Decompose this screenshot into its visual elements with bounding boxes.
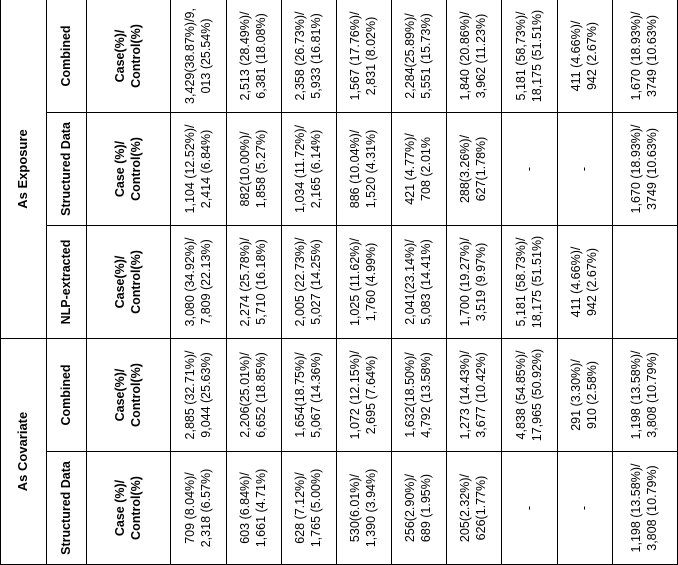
cell-exp-nlp xyxy=(613,225,678,338)
cell-exp-combined: 2,358 (26.73%)/ 5,933 (16.81%) xyxy=(282,0,337,112)
table-row xyxy=(171,0,227,565)
cell-cov-combined: 1,273 (14.43%)/ 3,677 (10.42%) xyxy=(447,338,502,451)
cell-cov-structured: 603 (6.84%)/ 1,661 (4.71%) xyxy=(227,452,282,565)
cell-cov-combined: 1,198 (13.58%)/ 3,808 (10.79%) xyxy=(613,338,678,451)
cell-cov-structured: 205(2.32%)/ 626(1.77%) xyxy=(447,452,502,565)
group-exposure: As Exposure xyxy=(1,0,47,338)
table-row xyxy=(282,0,337,565)
table-row xyxy=(392,0,447,565)
subheader-cov-structured: Case (%)/ Control(%) xyxy=(87,452,171,565)
header-exp-combined: Combined xyxy=(47,0,87,112)
cell-exp-structured: 288(3.26%)/ 627(1.78%) xyxy=(447,112,502,225)
group-header-row xyxy=(1,0,47,565)
cell-cov-combined: 1,632(18.50%)/ 4,792 (13.58%) xyxy=(392,338,447,451)
cell-exp-combined: 5,181 (58,73%)/ 18,175 (51.51%) xyxy=(502,0,558,112)
table-row xyxy=(337,0,392,565)
subheader-exp-combined: Case(%)/ Control(%) xyxy=(87,0,171,112)
cell-exp-nlp: 2,005 (22.73%)/ 5,027 (14.25%) xyxy=(282,225,337,338)
cell-cov-combined: 4,838 (54.85%)/ 17,965 (50.92%) xyxy=(502,338,558,451)
cell-exp-nlp: 411 (4.66%)/ 942 (2.67%) xyxy=(558,225,613,338)
cell-exp-structured: - xyxy=(502,112,558,225)
cell-cov-structured: 530(6.01%)/ 1,390 (3.94%) xyxy=(337,452,392,565)
header-cov-structured: Structured Data xyxy=(47,452,87,565)
cell-exp-structured: 1,670 (18.93%)/ 3749 (10.63%) xyxy=(613,112,678,225)
cell-cov-combined: 2,206(25.01%)/ 6,652 (18.85%) xyxy=(227,338,282,451)
cell-cov-structured: 256(2.90%)/ 689 (1.95%) xyxy=(392,452,447,565)
cell-exp-nlp: 5,181 (58.73%)/ 18,175 (51.51%) xyxy=(502,225,558,338)
cell-cov-structured: - xyxy=(558,452,613,565)
cell-cov-combined: 2,885 (32.71%)/ 9,044 (25.63%) xyxy=(171,338,227,451)
header-cov-combined: Combined xyxy=(47,338,87,451)
group-covariate: As Covariate xyxy=(1,338,47,564)
table-body xyxy=(171,0,678,565)
table-row xyxy=(502,0,558,565)
cell-exp-combined: 411 (4.66%)/ 942 (2.67%) xyxy=(558,0,613,112)
column-header-row xyxy=(47,0,87,565)
cell-exp-structured: 882(10.00%)/ 1,858 (5.27%) xyxy=(227,112,282,225)
table-row xyxy=(558,0,613,565)
cell-exp-structured: - xyxy=(558,112,613,225)
subheader-exp-structured: Case (%)/ Control(%) xyxy=(87,112,171,225)
subheader-cov-combined: Case(%)/ Control(%) xyxy=(87,338,171,451)
cell-exp-combined: 3,429(38.87%)/9, 013 (25.54%) xyxy=(171,0,227,112)
table-row xyxy=(227,0,282,565)
cell-cov-structured: - xyxy=(502,452,558,565)
header-exp-structured: Structured Data xyxy=(47,112,87,225)
table-row xyxy=(447,0,502,565)
cell-exp-combined: 1,840 (20.86%)/ 3,962 (11.23%) xyxy=(447,0,502,112)
cell-exp-combined: 1,567 (17.76%)/ 2,831 (8.02%) xyxy=(337,0,392,112)
cell-cov-structured: 709 (8.04%)/ 2,318 (6.57%) xyxy=(171,452,227,565)
subheader-row xyxy=(87,0,171,565)
cell-exp-nlp: 1,025 (11.62%)/ 1,760 (4.99%) xyxy=(337,225,392,338)
cell-cov-combined: 1,072 (12.15%)/ 2,695 (7.64%) xyxy=(337,338,392,451)
cell-exp-nlp: 3,080 (34.92%)/ 7,809 (22.13%) xyxy=(171,225,227,338)
cell-exp-structured: 886 (10.04%)/ 1,520 (4.31%) xyxy=(337,112,392,225)
cell-exp-combined: 2,284(25.89%)/ 5,551 (15.73%) xyxy=(392,0,447,112)
table-row xyxy=(613,0,678,565)
cell-exp-structured: 421 (4.77%)/ 708 (2.01% xyxy=(392,112,447,225)
cell-cov-combined: 291 (3.30%)/ 910 (2.58%) xyxy=(558,338,613,451)
cell-exp-structured: 1,034 (11.72%)/ 2,165 (6.14%) xyxy=(282,112,337,225)
cell-cov-structured: 1,198 (13.58%)/ 3,808 (10.79%) xyxy=(613,452,678,565)
cell-exp-nlp: 2,274 (25.78%)/ 5,710 (16.18%) xyxy=(227,225,282,338)
cell-exp-nlp: 1,700 (19.27%)/ 3,519 (9.97%) xyxy=(447,225,502,338)
cell-cov-structured: 628 (7.12%)/ 1,765 (5.00%) xyxy=(282,452,337,565)
header-exp-nlp: NLP-extracted xyxy=(47,225,87,338)
cell-exp-combined: 2,513 (28.49%)/ 6,381 (18.08%) xyxy=(227,0,282,112)
cell-exp-structured: 1,104 (12.52%)/ 2,414 (6.84%) xyxy=(171,112,227,225)
cell-exp-nlp: 2,041(23.14%)/ 5,083 (14.41%) xyxy=(392,225,447,338)
cell-cov-combined: 1,654(18.75%)/ 5,067 (14.36%) xyxy=(282,338,337,451)
subheader-exp-nlp: Case(%)/ Control(%) xyxy=(87,225,171,338)
cell-exp-combined: 1,670 (18.93%)/ 3749 (10.63%) xyxy=(613,0,678,112)
